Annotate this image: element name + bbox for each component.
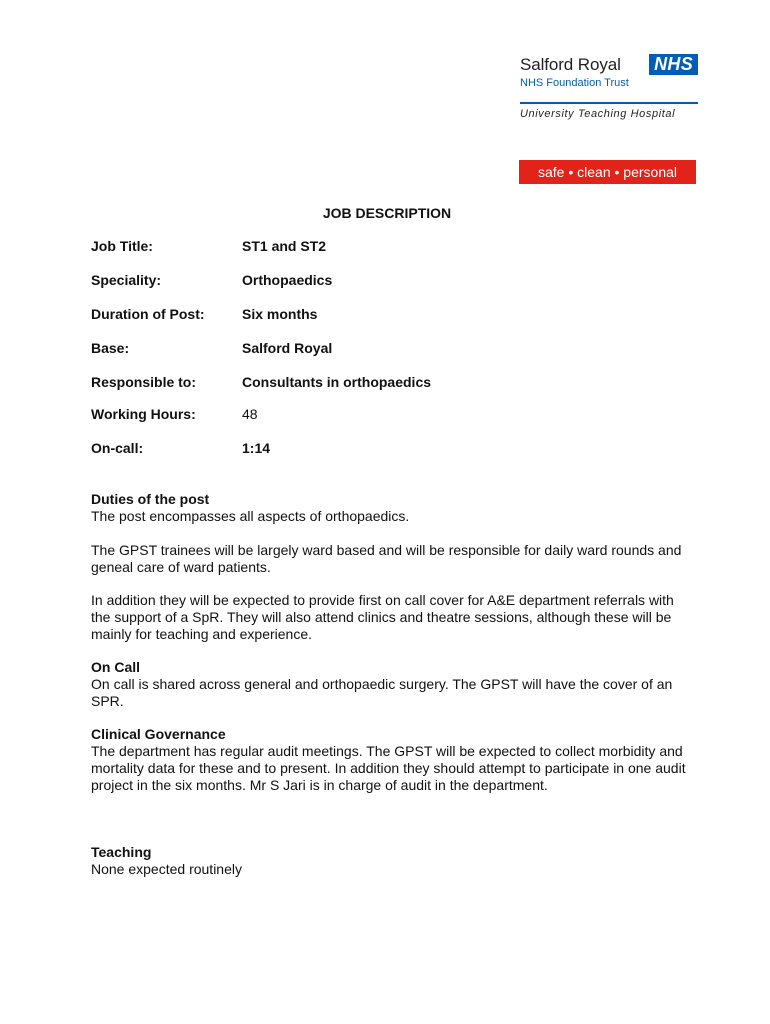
field-value: Salford Royal (242, 340, 333, 356)
field-label: Duration of Post: (91, 306, 205, 322)
section-duties (91, 491, 691, 525)
paragraph: None expected routinely (91, 861, 242, 877)
hospital-type: University Teaching Hospital (520, 108, 676, 120)
section-clinical-governance (91, 726, 691, 794)
section-heading: On Call (91, 659, 141, 675)
paragraph: On call is shared across general and orthopaedic surgery. The GPST will have the cover of an SPR. (91, 676, 673, 709)
trust-name: NHS Foundation Trust (520, 77, 629, 89)
field-value: 1:14 (242, 440, 271, 456)
slogan-banner: safe • clean • personal (519, 160, 696, 184)
paragraph: In addition they will be expected to provide first on call cover for A&E department referrals with the support of a SpR. They will also attend clinics and theatre sessions, although these will be mainly for teaching and experience. (91, 592, 674, 642)
nhs-logo: NHS (649, 54, 698, 75)
field-value: Consultants in orthopaedics (242, 374, 432, 390)
section-heading: Teaching (91, 844, 152, 860)
field-value: ST1 and ST2 (242, 238, 327, 254)
field-label: Responsible to: (91, 374, 197, 390)
section-heading: Duties of the post (91, 491, 210, 507)
paragraph: The post encompasses all aspects of orthopaedics. (91, 508, 410, 524)
paragraph: The GPST trainees will be largely ward based and will be responsible for daily ward rounds and geneal care of ward patients. (91, 542, 682, 575)
field-value: Orthopaedics (242, 272, 333, 288)
field-label: Base: (91, 340, 130, 356)
organisation-name: Salford Royal (520, 54, 621, 74)
field-value: 48 (242, 406, 258, 422)
field-label: Job Title: (91, 238, 153, 254)
field-label: On-call: (91, 440, 144, 456)
section-heading: Clinical Governance (91, 726, 226, 742)
document-title: JOB DESCRIPTION (322, 205, 452, 221)
logo-divider (520, 102, 698, 104)
paragraph: The department has regular audit meetings. The GPST will be expected to collect morbidity and mortality data for these and to present. In addition they should attempt to participate in one audit project in the six months. Mr S Jari is in charge of audit in the department. (91, 743, 686, 793)
trust-logo (512, 54, 698, 121)
section-teaching (91, 844, 691, 878)
section-on-call (91, 659, 691, 710)
field-value: Six months (242, 306, 318, 322)
field-label: Working Hours: (91, 406, 196, 422)
field-label: Speciality: (91, 272, 162, 288)
